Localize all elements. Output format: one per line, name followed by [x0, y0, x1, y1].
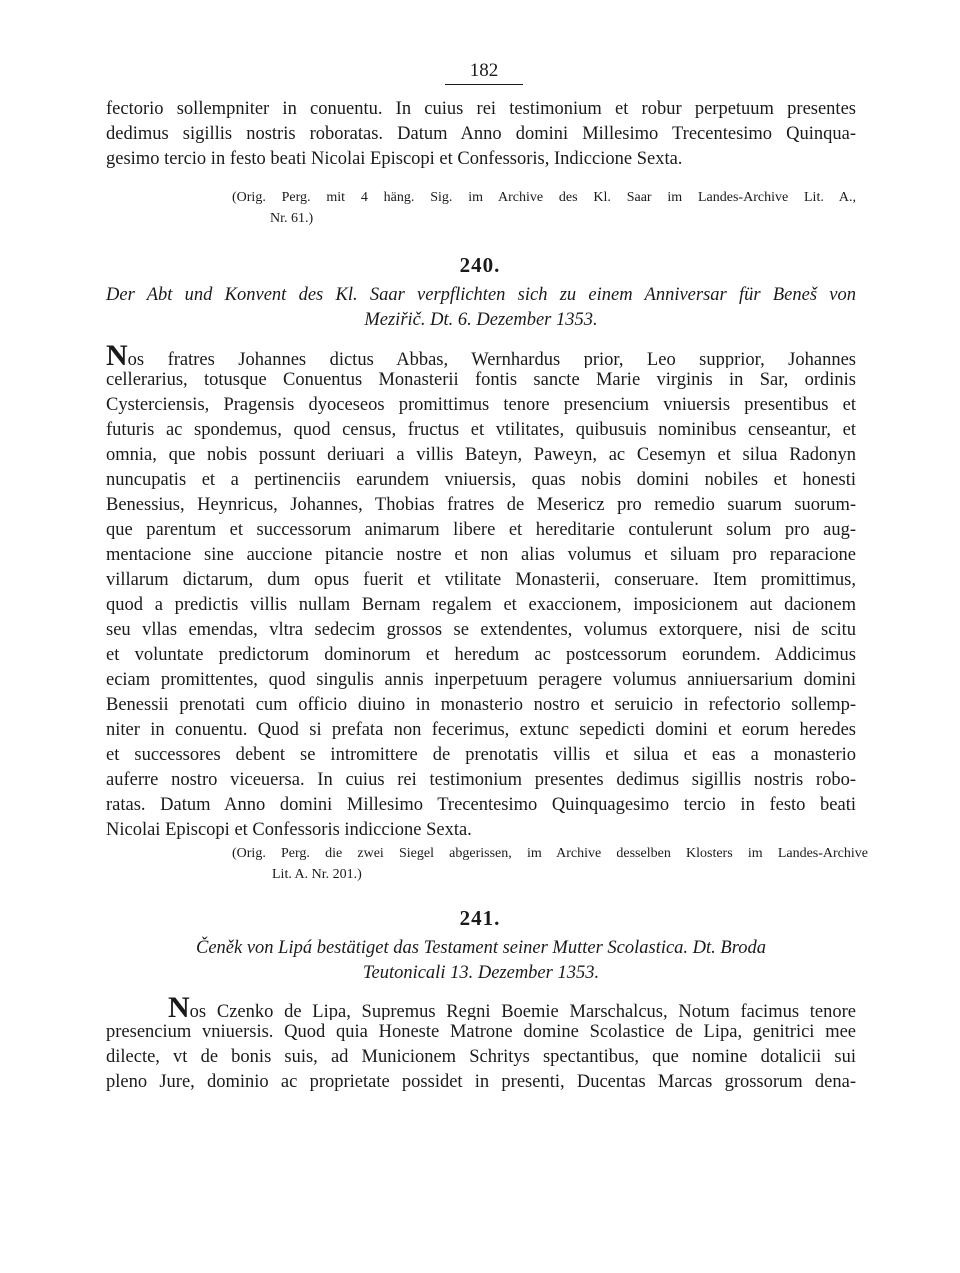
- text-line: que parentum et successorum animarum libere et hereditarie contulerunt solum pro aug-: [106, 520, 856, 540]
- first-line-text: os Czenko de Lipa, Supremus Regni Boemie Marschalcus, Notum facimus tenore: [189, 1002, 856, 1020]
- text-line: nuncupatis et a pertinenciis earundem vniuersis, quas nobis domini nobiles et honesti: [106, 470, 856, 490]
- continuation-text: [106, 97, 856, 172]
- note-line: Lit. A. Nr. 201.): [272, 867, 362, 882]
- note-line: (Orig. Perg. mit 4 häng. Sig. im Archive des Kl. Saar im Landes-Archive Lit. A.,: [232, 190, 856, 205]
- text-line: mentacione sine auccione pitancie nostre et non alias volumus et siluam pro reparacione: [106, 545, 856, 565]
- document-title: [106, 283, 856, 333]
- text-line: fectorio sollempniter in conuentu. In cuius rei testimonium et robur perpetuum presentes: [106, 99, 856, 119]
- note-line: (Orig. Perg. die zwei Siegel abgerissen, im Archive desselben Klosters im Landes-Archive: [232, 846, 868, 861]
- text-line: villarum dictarum, dum opus fuerit et vtilitate Monasterii, conseruare. Item promittimus,: [106, 570, 856, 590]
- text-line: presencium vniuersis. Quod quia Honeste Matrone domine Scolastice de Lipa, genitrici mee: [106, 1022, 856, 1042]
- text-line: [106, 343, 856, 368]
- text-line: quod a predictis villis nullam Bernam regalem et exaccionem, imposicionem aut dacionem: [106, 595, 856, 615]
- document-body: [106, 995, 856, 1095]
- title-line: Čeněk von Lipá bestätiget das Testament seiner Mutter Scolastica. Dt. Broda: [195, 938, 766, 958]
- text-line: eciam promittentes, quod singulis annis inperpetuum peragere volumus anniuersarium domini: [106, 670, 856, 690]
- text-line: et successores debent se intromittere de prenotatis villis et silua et eas a monasterio: [106, 745, 856, 765]
- text-line: dedimus sigillis nostris roboratas. Datum Anno domini Millesimo Trecentesimo Quinqua-: [106, 124, 856, 144]
- initial-letter: N: [168, 995, 190, 1020]
- text-line: futuris ac spondemus, quod census, fructus et vtilitates, quibusuis nominibus censeantur, et: [106, 420, 856, 440]
- text-line: Benessius, Heynricus, Johannes, Thobias fratres de Meseriсz pro remedio suarum suorum-: [106, 495, 856, 515]
- document-title: [106, 936, 856, 986]
- note-line: Nr. 61.): [270, 211, 314, 226]
- text-line: [106, 995, 856, 1020]
- text-line: et voluntate predictorum dominorum et heredum ac postcessorum eorundem. Addicimus: [106, 645, 856, 665]
- title-line: Der Abt und Konvent des Kl. Saar verpflichten sich zu einem Anniversar für Beneš von: [106, 285, 856, 305]
- page-number: 182: [445, 60, 523, 85]
- first-line-text: os fratres Johannes dictus Abbas, Wernhardus prior, Leo supprior, Johannes: [127, 350, 856, 368]
- text-line: Cysterciensis, Pragensis dyoceseos promittimus tenore presencium vniuersis presentibus et: [106, 395, 856, 415]
- text-line: cellerarius, totusque Conuentus Monasterii fontis sancte Marie virginis in Sar, ordinis: [106, 370, 856, 390]
- text-line: dilecte, vt de bonis suis, ad Municionem Schritys spectantibus, que nomine dotalicii sui: [106, 1047, 856, 1067]
- title-line: Teutonicali 13. Dezember 1353.: [362, 963, 600, 983]
- text-line: seu vllas emendas, vltra sedecim grossos se extendentes, volumus extorquere, nisi de scitu: [106, 620, 856, 640]
- text-line: auferre nostro viceuersa. In cuius rei testimonium presentes dedimus sigillis nostris robo-: [106, 770, 856, 790]
- text-line: gesimo tercio in festo beati Nicolai Episcopi et Confessoris, Indiccione Sexta.: [106, 149, 683, 169]
- text-line: omnia, que nobis possunt deriuari a villis Bateyn, Paweyn, ac Cesemyn et silua Radonyn: [106, 445, 856, 465]
- source-note: [232, 187, 856, 229]
- document-number: 241.: [459, 906, 501, 930]
- document-number: 240.: [459, 253, 501, 277]
- text-line: Nicolai Episcopi et Confessoris indiccione Sexta.: [106, 820, 472, 840]
- source-note: [232, 843, 868, 885]
- text-line: pleno Jure, dominio ac proprietate possidet in presenti, Ducentas Marcas grossorum dena-: [106, 1072, 856, 1092]
- document-body: [106, 343, 856, 843]
- text-line: ratas. Datum Anno domini Millesimo Trecentesimo Quinquagesimo tercio in festo beati: [106, 795, 856, 815]
- text-line: niter in conuentu. Quod si prefata non fecerimus, extunc sepedicti domini et eorum heredes: [106, 720, 856, 740]
- initial-letter: N: [106, 343, 128, 368]
- text-line: Benessii prenotati cum officio diuino in monasterio nostro et seruicio in refectorio sollemp-: [106, 695, 856, 715]
- title-line: Meziřič. Dt. 6. Dezember 1353.: [364, 310, 598, 330]
